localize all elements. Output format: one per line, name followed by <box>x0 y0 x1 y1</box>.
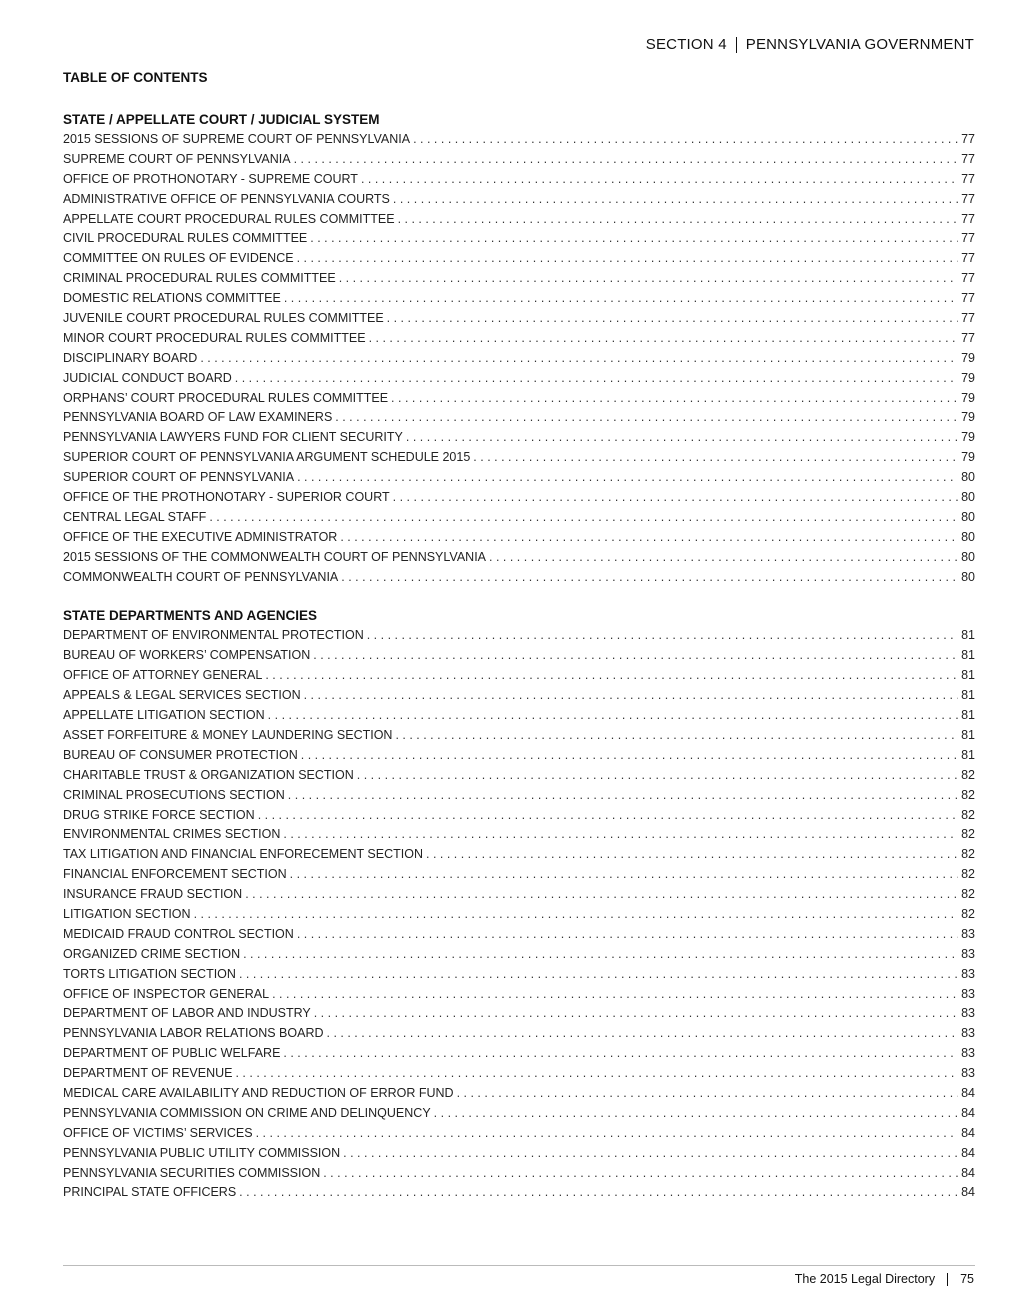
toc-entry[interactable] <box>63 825 975 845</box>
toc-entry[interactable] <box>63 626 975 646</box>
toc-entry-label: DEPARTMENT OF LABOR AND INDUSTRY <box>63 1006 311 1021</box>
dot-leader <box>301 746 958 766</box>
toc-entry-page: 81 <box>961 688 975 703</box>
toc-entry-page: 84 <box>961 1085 975 1100</box>
toc-entry[interactable] <box>63 1104 975 1124</box>
toc-entry-page: 80 <box>961 529 975 544</box>
dot-leader <box>294 150 958 170</box>
toc-entry-label: SUPERIOR COURT OF PENNSYLVANIA ARGUMENT SCHEDULE 2015 <box>63 450 471 465</box>
toc-entry-label: ADMINISTRATIVE OFFICE OF PENNSYLVANIA COURTS <box>63 191 390 206</box>
dot-leader <box>369 329 959 349</box>
toc-entry-label: 2015 SESSIONS OF THE COMMONWEALTH COURT OF PENNSYLVANIA <box>63 549 487 564</box>
page-footer <box>795 1272 974 1286</box>
toc-entry-page: 81 <box>961 648 975 663</box>
section-heading: STATE DEPARTMENTS AND AGENCIES <box>63 608 318 624</box>
toc-entry[interactable] <box>63 1183 975 1203</box>
toc-entry[interactable] <box>63 925 975 945</box>
dot-leader <box>340 528 958 548</box>
toc-entry-page: 80 <box>961 509 975 524</box>
dot-leader <box>361 170 958 190</box>
toc-entry[interactable] <box>63 508 975 528</box>
toc-entry-page: 82 <box>961 827 975 842</box>
toc-entry-page: 81 <box>961 708 975 723</box>
toc-entry-page: 83 <box>961 1066 975 1081</box>
toc-entry[interactable] <box>63 1084 975 1104</box>
toc-entry-label: 2015 SESSIONS OF SUPREME COURT OF PENNSYLVANIA <box>63 132 411 146</box>
toc-entry[interactable] <box>63 885 975 905</box>
toc-entry-page: 80 <box>961 549 975 564</box>
toc-entry-label: OFFICE OF ATTORNEY GENERAL <box>63 668 263 683</box>
toc-entry[interactable] <box>63 170 975 190</box>
toc-entry-label: DEPARTMENT OF ENVIRONMENTAL PROTECTION <box>63 628 364 643</box>
toc-entry-label: TAX LITIGATION AND FINANCIAL ENFORECEMENT SECTION <box>63 847 423 862</box>
toc-entry-page: 83 <box>961 946 975 961</box>
dot-leader <box>314 1004 958 1024</box>
dot-leader <box>200 349 958 369</box>
toc-entry-page: 79 <box>961 350 975 365</box>
toc-entry[interactable] <box>63 408 975 428</box>
dot-leader <box>245 885 958 905</box>
toc-entry-page: 84 <box>961 1185 975 1200</box>
running-header <box>646 36 974 53</box>
dot-leader <box>268 706 958 726</box>
toc-entry-label: CRIMINAL PROSECUTIONS SECTION <box>63 787 285 802</box>
toc-entry-label: JUDICIAL CONDUCT BOARD <box>63 370 232 385</box>
toc-entry[interactable] <box>63 1044 975 1064</box>
toc-entry[interactable] <box>63 746 975 766</box>
toc-entry-page: 83 <box>961 1026 975 1041</box>
toc-entry[interactable] <box>63 1164 975 1184</box>
dot-leader <box>313 646 958 666</box>
toc-entry-page: 83 <box>961 966 975 981</box>
toc-entry[interactable] <box>63 806 975 826</box>
toc-entry[interactable] <box>63 1124 975 1144</box>
toc-entry-label: PENNSYLVANIA LABOR RELATIONS BOARD <box>63 1026 324 1041</box>
toc-entry[interactable] <box>63 965 975 985</box>
dot-leader <box>283 825 958 845</box>
dot-leader <box>194 905 959 925</box>
toc-entry[interactable] <box>63 309 975 329</box>
toc-entry-label: SUPREME COURT OF PENNSYLVANIA <box>63 151 291 166</box>
toc-entry[interactable] <box>63 468 975 488</box>
dot-leader <box>283 1044 958 1064</box>
toc-entry-page: 77 <box>961 231 975 246</box>
toc-entry[interactable] <box>63 726 975 746</box>
toc-entry-page: 79 <box>961 390 975 405</box>
toc-entry-label: MEDICAID FRAUD CONTROL SECTION <box>63 926 294 941</box>
toc-entry[interactable] <box>63 865 975 885</box>
toc-entry-page: 82 <box>961 887 975 902</box>
section-gap <box>63 587 975 606</box>
toc-entry-page: 83 <box>961 926 975 941</box>
toc-entry-label: OFFICE OF PROTHONOTARY - SUPREME COURT <box>63 171 358 186</box>
dot-leader <box>393 190 958 210</box>
toc-entry-label: CHARITABLE TRUST & ORGANIZATION SECTION <box>63 767 354 782</box>
toc-entry-page: 82 <box>961 867 975 882</box>
toc-entry-page: 83 <box>961 1006 975 1021</box>
toc-entry-label: PENNSYLVANIA COMMISSION ON CRIME AND DELINQUENCY <box>63 1105 431 1120</box>
toc-entry[interactable] <box>63 488 975 508</box>
toc-entry[interactable] <box>63 369 975 389</box>
toc-entry[interactable] <box>63 210 975 230</box>
dot-leader <box>434 1104 958 1124</box>
toc-entry[interactable] <box>63 686 975 706</box>
footer-page-number: 75 <box>960 1272 974 1286</box>
dot-leader <box>323 1164 958 1184</box>
dot-leader <box>297 468 958 488</box>
toc-entry-page: 81 <box>961 727 975 742</box>
toc-entry-page: 77 <box>961 251 975 266</box>
toc-entry-label: SUPERIOR COURT OF PENNSYLVANIA <box>63 470 295 485</box>
toc-entry-page: 84 <box>961 1105 975 1120</box>
toc-entry[interactable] <box>63 646 975 666</box>
toc-entry-label: MINOR COURT PROCEDURAL RULES COMMITTEE <box>63 330 366 345</box>
toc-entry-label: ASSET FORFEITURE & MONEY LAUNDERING SECTION <box>63 727 393 742</box>
dot-leader <box>343 1144 958 1164</box>
dot-leader <box>297 925 958 945</box>
toc-entry-page: 82 <box>961 847 975 862</box>
dot-leader <box>235 1064 958 1084</box>
toc-entry-label: OFFICE OF INSPECTOR GENERAL <box>63 986 270 1001</box>
dot-leader <box>398 210 959 230</box>
dot-leader <box>272 985 958 1005</box>
dot-leader <box>473 448 958 468</box>
toc-entry-page: 82 <box>961 787 975 802</box>
toc-entry-page: 84 <box>961 1145 975 1160</box>
toc-entry-page: 83 <box>961 1046 975 1061</box>
toc-entry-label: APPELLATE COURT PROCEDURAL RULES COMMITTEE <box>63 211 395 226</box>
toc-entry-page: 79 <box>961 430 975 445</box>
toc-entry-page: 77 <box>961 171 975 186</box>
toc-entry-label: BUREAU OF WORKERS’ COMPENSATION <box>63 648 311 663</box>
toc-entry[interactable] <box>63 130 975 150</box>
toc-entry-label: DOMESTIC RELATIONS COMMITTEE <box>63 291 281 306</box>
toc-entry[interactable] <box>63 945 975 965</box>
toc-entry[interactable] <box>63 1144 975 1164</box>
toc-entry-page: 80 <box>961 569 975 584</box>
toc-entry[interactable] <box>63 1004 975 1024</box>
toc-entry-label: CIVIL PROCEDURAL RULES COMMITTEE <box>63 231 308 246</box>
dot-leader <box>335 408 958 428</box>
dot-leader <box>239 1183 958 1203</box>
dot-leader <box>413 130 958 150</box>
toc-entry[interactable] <box>63 249 975 269</box>
toc-entry[interactable] <box>63 528 975 548</box>
toc-entry-label: DEPARTMENT OF PUBLIC WELFARE <box>63 1046 281 1061</box>
dot-leader <box>393 488 958 508</box>
toc-entry-label: ENVIRONMENTAL CRIMES SECTION <box>63 827 281 842</box>
toc-entry-label: DEPARTMENT OF REVENUE <box>63 1066 233 1081</box>
header-divider <box>736 37 737 53</box>
dot-leader <box>341 568 958 588</box>
toc-entry-label: PENNSYLVANIA SECURITIES COMMISSION <box>63 1165 321 1180</box>
toc-entry[interactable] <box>63 150 975 170</box>
dot-leader <box>304 686 959 706</box>
toc-entry-label: CRIMINAL PROCEDURAL RULES COMMITTEE <box>63 271 336 286</box>
toc-entry-label: PRINCIPAL STATE OFFICERS <box>63 1185 237 1200</box>
toc-entry-label: APPELLATE LITIGATION SECTION <box>63 708 265 723</box>
toc-entry-label: INSURANCE FRAUD SECTION <box>63 887 243 902</box>
toc-entry[interactable] <box>63 666 975 686</box>
toc-entry-label: FINANCIAL ENFORCEMENT SECTION <box>63 867 287 882</box>
toc-entry[interactable] <box>63 845 975 865</box>
dot-leader <box>288 786 958 806</box>
toc-entry-page: 82 <box>961 807 975 822</box>
dot-leader <box>297 249 959 269</box>
dot-leader <box>310 229 958 249</box>
toc-entry-label: APPEALS & LEGAL SERVICES SECTION <box>63 688 301 703</box>
toc-entry-page: 80 <box>961 470 975 485</box>
toc-entry-label: MEDICAL CARE AVAILABILITY AND REDUCTION OF ERROR FUND <box>63 1085 454 1100</box>
toc-entry[interactable] <box>63 349 975 369</box>
toc-entry-label: CENTRAL LEGAL STAFF <box>63 509 207 524</box>
dot-leader <box>239 965 958 985</box>
dot-leader <box>284 289 958 309</box>
toc-entry-label: DISCIPLINARY BOARD <box>63 350 198 365</box>
toc-entry-label: OFFICE OF THE PROTHONOTARY - SUPERIOR COURT <box>63 490 390 505</box>
toc-entry[interactable] <box>63 289 975 309</box>
toc-title: TABLE OF CONTENTS <box>63 70 208 85</box>
dot-leader <box>339 269 958 289</box>
toc-entry-page: 77 <box>961 311 975 326</box>
toc-entry-page: 79 <box>961 450 975 465</box>
toc-entry-label: ORPHANS’ COURT PROCEDURAL RULES COMMITTEE <box>63 390 389 405</box>
toc-entry-label: COMMONWEALTH COURT OF PENNSYLVANIA <box>63 569 339 584</box>
dot-leader <box>235 369 958 389</box>
toc-entry[interactable] <box>63 269 975 289</box>
toc-entry-page: 84 <box>961 1165 975 1180</box>
toc-entry[interactable] <box>63 1024 975 1044</box>
toc-content <box>63 110 975 1203</box>
toc-entry-page: 81 <box>961 668 975 683</box>
toc-entry[interactable] <box>63 190 975 210</box>
toc-entry-page: 77 <box>961 291 975 306</box>
toc-entry[interactable] <box>63 229 975 249</box>
toc-entry-label: PENNSYLVANIA LAWYERS FUND FOR CLIENT SECURITY <box>63 430 403 445</box>
toc-entry-label: OFFICE OF THE EXECUTIVE ADMINISTRATOR <box>63 529 338 544</box>
toc-entry-page: 77 <box>961 132 975 146</box>
dot-leader <box>209 508 958 528</box>
toc-entry[interactable] <box>63 548 975 568</box>
toc-entry[interactable] <box>63 568 975 588</box>
toc-entry-page: 79 <box>961 410 975 425</box>
footer-rule <box>63 1265 975 1266</box>
toc-entry[interactable] <box>63 706 975 726</box>
dot-leader <box>457 1084 959 1104</box>
toc-entry-label: OFFICE OF VICTIMS’ SERVICES <box>63 1125 253 1140</box>
toc-entry[interactable] <box>63 448 975 468</box>
dot-leader <box>256 1124 958 1144</box>
toc-entry-page: 84 <box>961 1125 975 1140</box>
toc-entry-page: 81 <box>961 628 975 643</box>
dot-leader <box>357 766 958 786</box>
toc-entry-label: BUREAU OF CONSUMER PROTECTION <box>63 747 298 762</box>
dot-leader <box>391 389 958 409</box>
footer-divider <box>947 1273 948 1286</box>
toc-entry-label: TORTS LITIGATION SECTION <box>63 966 236 981</box>
toc-entry-page: 82 <box>961 767 975 782</box>
toc-entry-label: PENNSYLVANIA PUBLIC UTILITY COMMISSION <box>63 1145 341 1160</box>
toc-entry-label: COMMITTEE ON RULES OF EVIDENCE <box>63 251 294 266</box>
dot-leader <box>367 626 958 646</box>
dot-leader <box>406 428 958 448</box>
toc-entry-label: LITIGATION SECTION <box>63 906 191 921</box>
toc-entry[interactable] <box>63 786 975 806</box>
dot-leader <box>426 845 958 865</box>
dot-leader <box>327 1024 959 1044</box>
toc-entry-page: 80 <box>961 490 975 505</box>
toc-entry-page: 77 <box>961 330 975 345</box>
dot-leader <box>489 548 958 568</box>
toc-entry-label: DRUG STRIKE FORCE SECTION <box>63 807 255 822</box>
toc-entry-page: 81 <box>961 747 975 762</box>
toc-entry[interactable] <box>63 389 975 409</box>
toc-entry[interactable] <box>63 905 975 925</box>
toc-entry-page: 79 <box>961 370 975 385</box>
section-heading: STATE / APPELLATE COURT / JUDICIAL SYSTEM <box>63 112 380 127</box>
dot-leader <box>265 666 958 686</box>
toc-entry[interactable] <box>63 985 975 1005</box>
toc-entry-page: 77 <box>961 271 975 286</box>
header-title: PENNSYLVANIA GOVERNMENT <box>745 36 974 53</box>
dot-leader <box>243 945 958 965</box>
toc-entry-page: 77 <box>961 151 975 166</box>
toc-entry-page: 82 <box>961 906 975 921</box>
toc-entry[interactable] <box>63 428 975 448</box>
toc-entry[interactable] <box>63 766 975 786</box>
toc-entry-label: ORGANIZED CRIME SECTION <box>63 946 241 961</box>
dot-leader <box>258 806 958 826</box>
dot-leader <box>290 865 958 885</box>
toc-entry[interactable] <box>63 1064 975 1084</box>
toc-entry-label: JUVENILE COURT PROCEDURAL RULES COMMITTEE <box>63 311 384 326</box>
dot-leader <box>395 726 958 746</box>
toc-entry-page: 77 <box>961 211 975 226</box>
header-section: SECTION 4 <box>645 36 727 53</box>
toc-entry-label: PENNSYLVANIA BOARD OF LAW EXAMINERS <box>63 410 333 425</box>
toc-entry-page: 83 <box>961 986 975 1001</box>
toc-entry[interactable] <box>63 329 975 349</box>
footer-publication: The 2015 Legal Directory <box>794 1272 936 1286</box>
toc-entry-page: 77 <box>961 191 975 206</box>
dot-leader <box>387 309 958 329</box>
